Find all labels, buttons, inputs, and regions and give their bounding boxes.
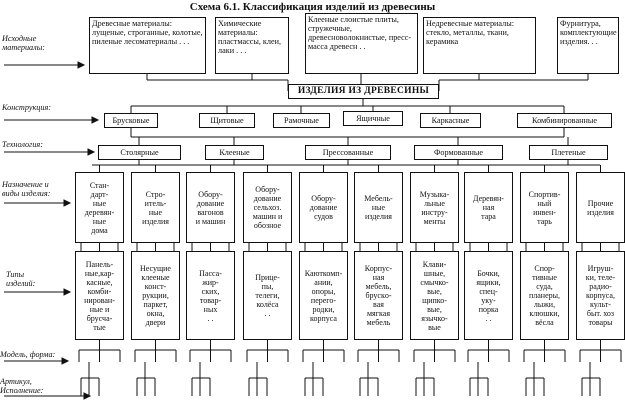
type-box-9: Спор- тивные суда, планеры, лыжи, клюшки, вёсла bbox=[520, 251, 569, 340]
construction-bar: Брусковые bbox=[104, 113, 158, 128]
purpose-box-10: Прочие изделия bbox=[576, 172, 625, 243]
row-label-purpose: Назначение и виды изделия: bbox=[2, 180, 51, 198]
type-box-10: Игруш- ки, теле- радио- корпуса, культ- быт. хоз товары bbox=[576, 251, 625, 340]
type-box-6: Корпус- ная мебель, брускo- вая мягкая мебель bbox=[354, 251, 403, 340]
arrow-head bbox=[62, 358, 68, 364]
technology-pressed: Прессованные bbox=[305, 145, 391, 160]
material-box-wood: Древесные материалы: лущеные, строганные, колотые, пиленые лесоматериалы . . . bbox=[89, 17, 206, 74]
arrow-head bbox=[64, 289, 70, 295]
purpose-box-1: Стан- дарт- ные деревян- ные дома bbox=[75, 172, 124, 243]
material-box-chemical: Химические материалы: пластмассы, клеи, лаки . . . bbox=[215, 17, 289, 74]
construction-box: Ящичные bbox=[343, 111, 403, 126]
type-box-3: Пасса- жир- ских, товар- ных . . bbox=[186, 251, 235, 340]
purpose-box-3: Обору- дование вагонов и машин bbox=[186, 172, 235, 243]
type-box-5: Каюткомп- ании, опоры, перего- родки, корпуса bbox=[299, 251, 348, 340]
row-label-technology: Технология: bbox=[2, 140, 43, 149]
construction-carcass: Каркасные bbox=[420, 113, 481, 128]
construction-frame: Рамочные bbox=[273, 113, 330, 128]
material-box-boards: Клееные слоистые плиты, стружечные, древесноволокнистые, пресс-масса древесн . . bbox=[305, 13, 418, 74]
construction-combined: Комбинированные bbox=[517, 113, 612, 128]
row-label-raw-materials: Исходные материалы: bbox=[2, 34, 45, 52]
construction-panel: Щитовые bbox=[199, 113, 255, 128]
type-box-1: Панель- ные,кар- касные, комби- нирован- ные и брусча- тые bbox=[75, 251, 124, 340]
row-label-model: Модель, форма: bbox=[0, 350, 56, 359]
arrow-head bbox=[78, 62, 84, 68]
diagram-title: Схема 6.1. Классификация изделий из древесины bbox=[189, 1, 436, 13]
purpose-box-2: Стро- итель- ные изделия bbox=[131, 172, 180, 243]
purpose-box-5: Обору- дование судов bbox=[299, 172, 348, 243]
material-box-fittings: Фурнитура, комплектующие изделия. . . bbox=[557, 17, 619, 74]
type-box-4: Прице- пы, телеги, колёса . . bbox=[243, 251, 292, 340]
type-box-2: Несущие клееные конст- рукции, паркет, окна, двери bbox=[131, 251, 180, 340]
row-label-article: Артикул, Исполнение: bbox=[0, 377, 44, 395]
purpose-box-7: Музыка- льные инстру- менты bbox=[410, 172, 459, 243]
row-label-construction: Конструкция: bbox=[2, 103, 51, 112]
technology-joinery: Столярные bbox=[98, 145, 181, 160]
purpose-box-8: Деревян- ная тара bbox=[464, 172, 513, 243]
type-box-8: Бочки, ящики, спец- уку- порка . . bbox=[464, 251, 513, 340]
purpose-box-9: Спортив- ный инвен- тарь bbox=[520, 172, 569, 243]
material-box-non-wood: Недревесные материалы: стекло, металлы, ткани, керамика bbox=[423, 17, 536, 74]
technology-glued: Клееные bbox=[205, 145, 264, 160]
technology-woven: Плетеные bbox=[529, 145, 608, 160]
type-box-7: Клави- шные, смычко- вые, щипко- вые, язычко- вые bbox=[410, 251, 459, 340]
technology-molded: Формованные bbox=[414, 145, 503, 160]
arrow-head bbox=[64, 200, 70, 206]
row-label-types: Типы изделий: bbox=[6, 270, 36, 288]
arrow-head bbox=[92, 117, 98, 123]
main-node-wood-products: ИЗДЕЛИЯ ИЗ ДРЕВЕСИНЫ bbox=[288, 84, 439, 99]
purpose-box-4: Обору- дование сельхоз. машин и обозное bbox=[243, 172, 292, 243]
arrow-head bbox=[88, 149, 94, 155]
purpose-box-6: Мебель- ные изделия bbox=[354, 172, 403, 243]
